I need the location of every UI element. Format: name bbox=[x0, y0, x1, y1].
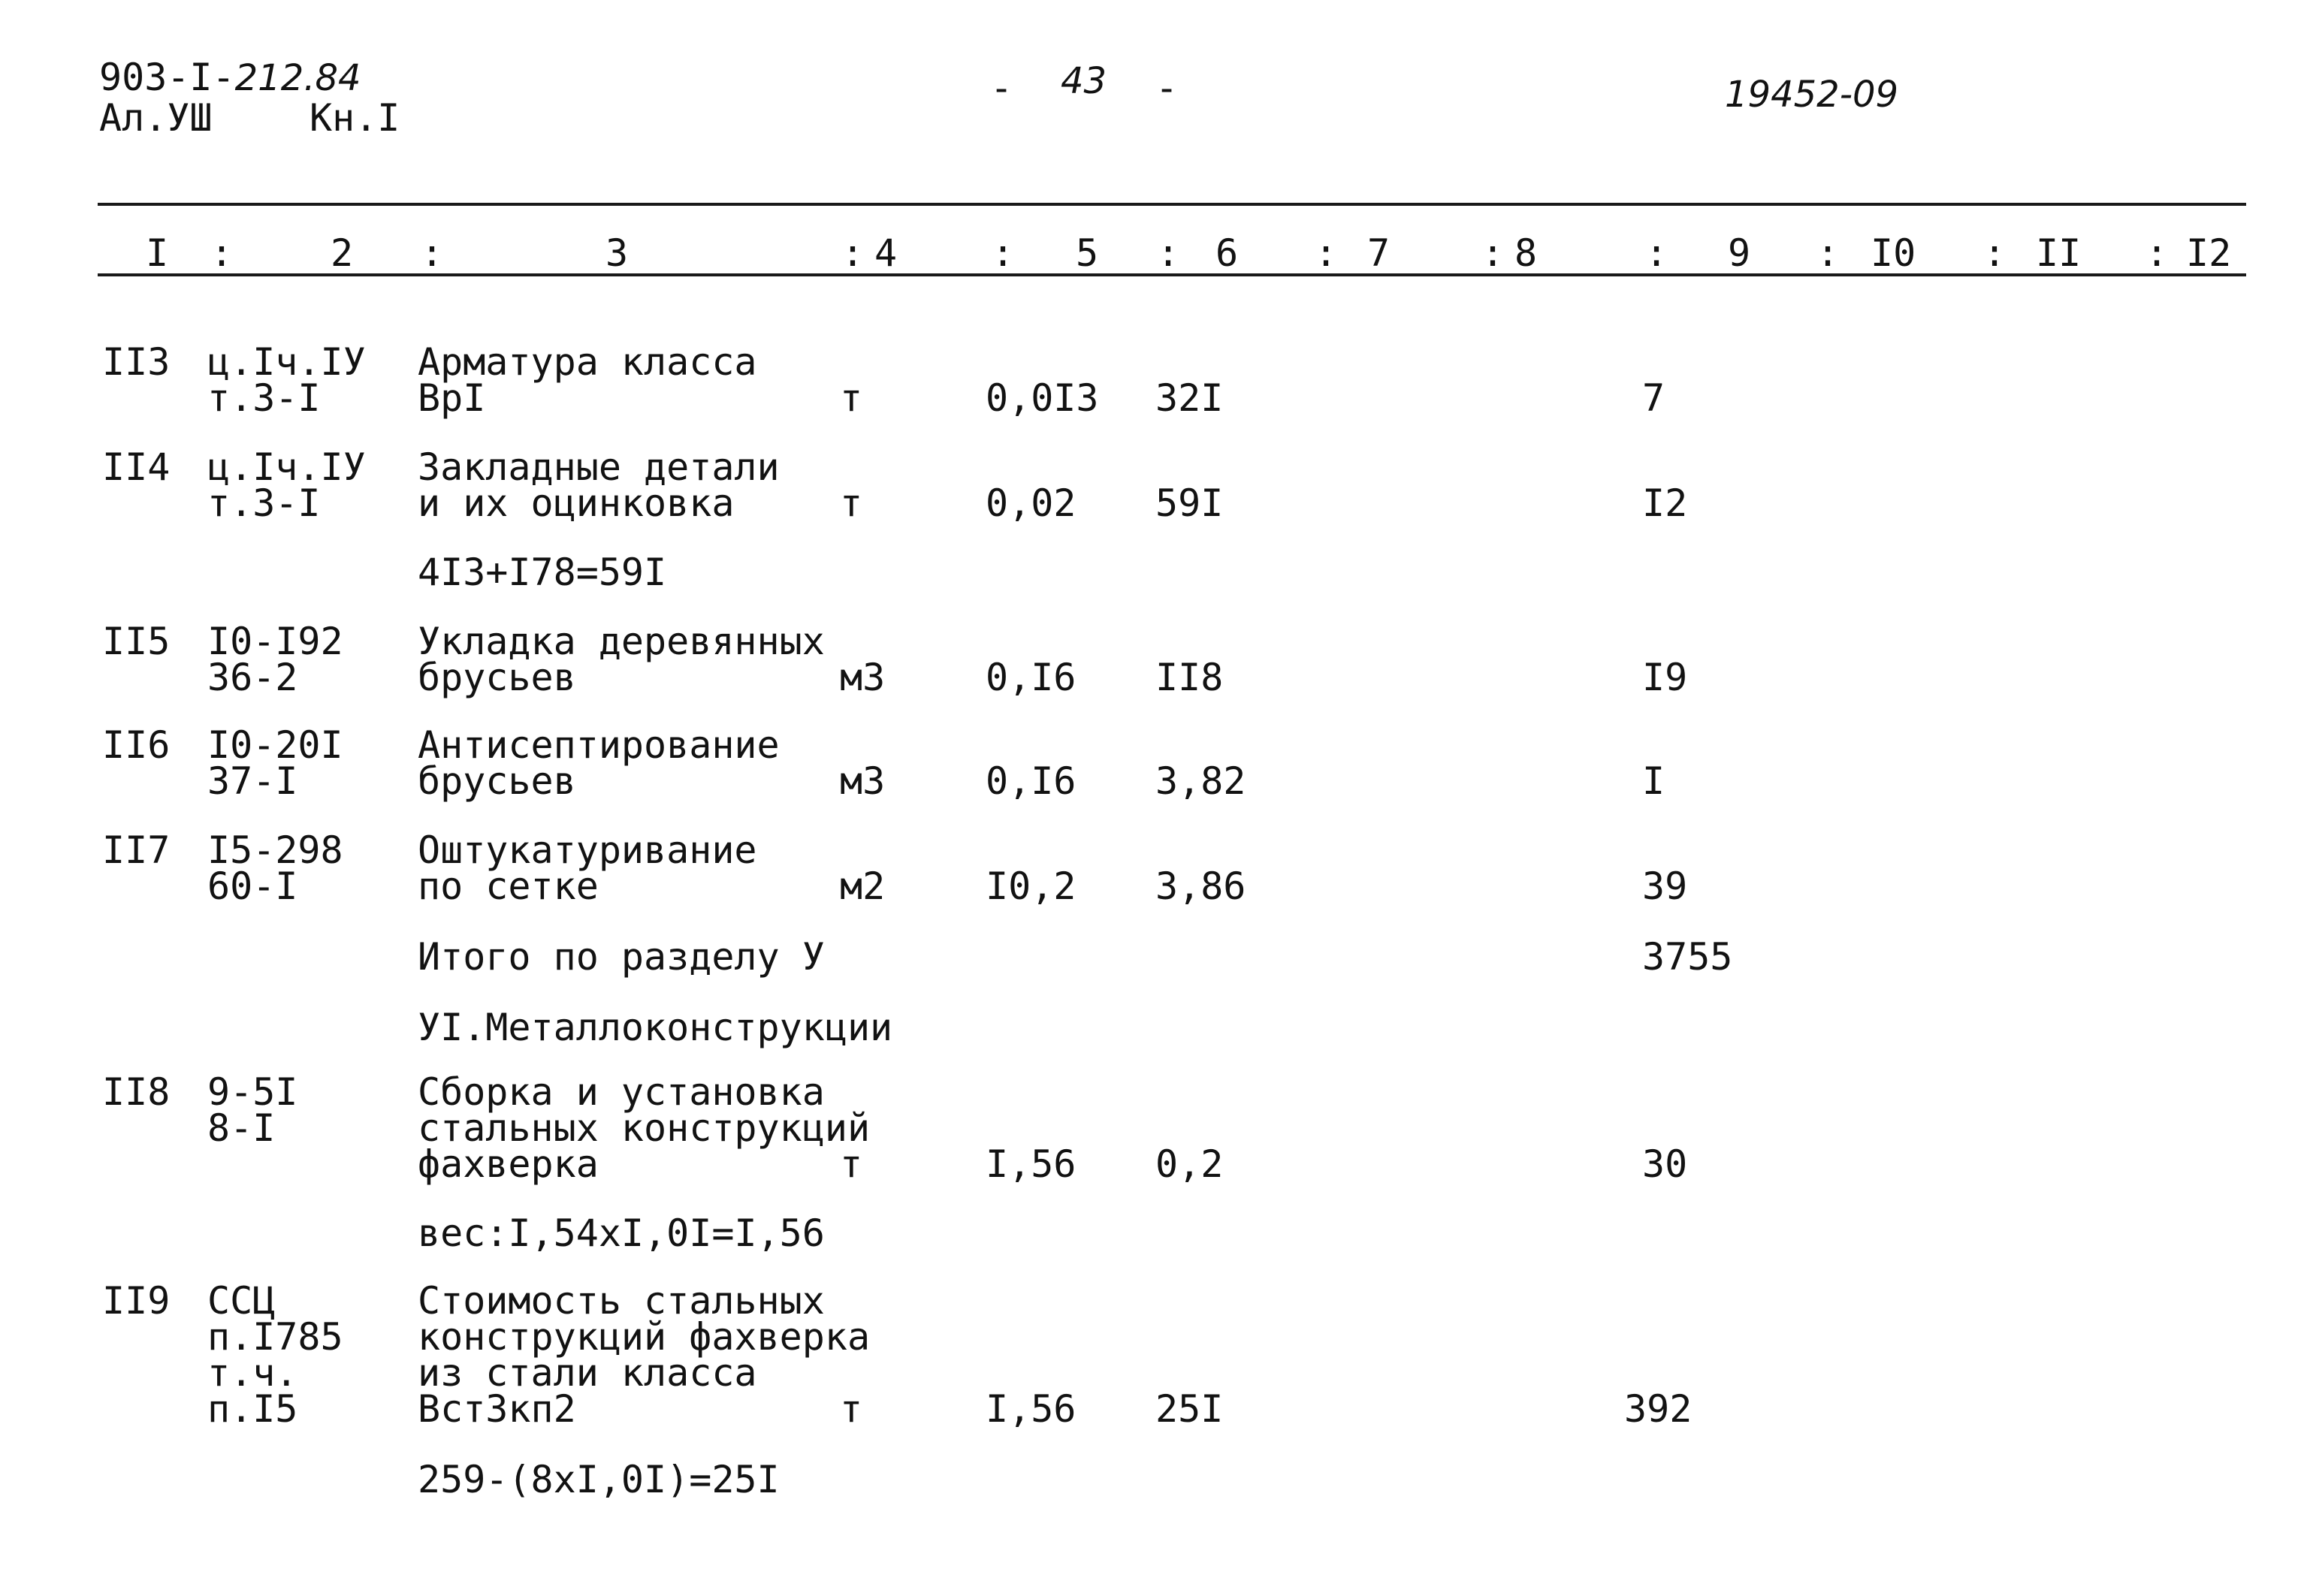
row-unit-price: 32I bbox=[1155, 376, 1224, 420]
row-reference: I5-298 60-I bbox=[207, 828, 343, 908]
row-description: Укладка деревянных брусьев bbox=[418, 620, 825, 699]
section-heading: УI.Металлоконструкции bbox=[418, 1006, 893, 1049]
row-quantity: 0,02 bbox=[986, 481, 1076, 525]
row-description: Закладные детали и их оцинковка bbox=[418, 445, 780, 525]
row-unit: м3 bbox=[840, 656, 886, 699]
row-unit: м3 bbox=[840, 759, 886, 803]
page-dash-right: - bbox=[1155, 66, 1179, 110]
row-description: Сборка и установка стальных конструкций фахверка bbox=[418, 1070, 871, 1186]
page-dash-left: - bbox=[990, 66, 1013, 110]
document-code-prefix: 903-I- bbox=[99, 56, 235, 99]
row-unit: т bbox=[840, 1387, 863, 1431]
col-separator: : bbox=[1157, 231, 1180, 275]
row-description: Антисептирование брусьев bbox=[418, 723, 780, 803]
col-separator: : bbox=[1983, 231, 2007, 275]
col-index-7: 7 bbox=[1367, 231, 1391, 275]
row-number: II8 bbox=[102, 1070, 171, 1114]
row-total: I2 bbox=[1642, 481, 1688, 525]
subtotal-label: Итого по разделу У bbox=[418, 935, 825, 979]
col-separator: : bbox=[2145, 231, 2169, 275]
col-index-6: 6 bbox=[1215, 231, 1239, 275]
row-quantity: I0,2 bbox=[986, 864, 1076, 908]
col-separator: : bbox=[1481, 231, 1505, 275]
col-index-4: 4 bbox=[874, 231, 898, 275]
document-code-handwritten: 212.84 bbox=[234, 57, 361, 99]
row-unit: т bbox=[840, 1142, 863, 1186]
row-number: II4 bbox=[102, 445, 171, 489]
calculation-note: 259-(8хI,0I)=25I bbox=[418, 1458, 780, 1501]
row-number: II6 bbox=[102, 723, 171, 767]
row-quantity: 0,I6 bbox=[986, 656, 1076, 699]
row-number: II5 bbox=[102, 620, 171, 663]
col-separator: : bbox=[992, 231, 1015, 275]
album-label: Ал.УШ bbox=[99, 96, 213, 140]
row-quantity: 0,0I3 bbox=[986, 376, 1099, 420]
col-separator: : bbox=[841, 231, 865, 275]
row-number: II9 bbox=[102, 1279, 171, 1323]
row-unit-price: II8 bbox=[1155, 656, 1224, 699]
row-total: 30 bbox=[1642, 1142, 1688, 1186]
row-description: Стоимость стальных конструкций фахверка из стали класса ВстЗкп2 bbox=[418, 1279, 871, 1431]
inventory-number: 19452-09 bbox=[1725, 74, 1899, 116]
row-reference: I0-20I 37-I bbox=[207, 723, 343, 803]
row-reference: ц.Iч.IУ т.3-I bbox=[207, 445, 366, 525]
col-index-3: 3 bbox=[605, 231, 629, 275]
col-separator: : bbox=[1315, 231, 1338, 275]
row-total: I bbox=[1642, 759, 1665, 803]
col-separator: : bbox=[1645, 231, 1668, 275]
col-separator: : bbox=[210, 231, 234, 275]
book-label: Кн.I bbox=[310, 96, 400, 140]
table-top-rule bbox=[98, 203, 2246, 206]
row-number: II7 bbox=[102, 828, 171, 872]
row-quantity: I,56 bbox=[986, 1387, 1076, 1431]
row-total: 7 bbox=[1642, 376, 1665, 420]
row-unit-price: 3,86 bbox=[1155, 864, 1246, 908]
page-number: 43 bbox=[1061, 60, 1107, 102]
row-description: Арматура класса BpI bbox=[418, 340, 757, 420]
row-total: I9 bbox=[1642, 656, 1688, 699]
subtotal-value: 3755 bbox=[1642, 935, 1733, 979]
row-unit-price: 0,2 bbox=[1155, 1142, 1224, 1186]
col-separator: : bbox=[1816, 231, 1840, 275]
col-index-12: I2 bbox=[2186, 231, 2232, 275]
calculation-note: вес:I,54хI,0I=I,56 bbox=[418, 1211, 825, 1255]
col-index-8: 8 bbox=[1514, 231, 1538, 275]
col-index-5: 5 bbox=[1076, 231, 1099, 275]
row-total: 39 bbox=[1642, 864, 1688, 908]
row-unit-price: 3,82 bbox=[1155, 759, 1246, 803]
calculation-note: 4I3+I78=59I bbox=[418, 551, 667, 594]
col-index-2: 2 bbox=[331, 231, 354, 275]
row-reference: 9-5I 8-I bbox=[207, 1070, 298, 1150]
row-quantity: I,56 bbox=[986, 1142, 1076, 1186]
row-quantity: 0,I6 bbox=[986, 759, 1076, 803]
col-index-1: I bbox=[146, 231, 169, 275]
col-separator: : bbox=[421, 231, 444, 275]
row-reference: I0-I92 36-2 bbox=[207, 620, 343, 699]
row-unit-price: 59I bbox=[1155, 481, 1224, 525]
row-unit: м2 bbox=[840, 864, 886, 908]
document-code bbox=[99, 56, 361, 99]
row-description: Оштукатуривание по сетке bbox=[418, 828, 757, 908]
col-index-11: II bbox=[2036, 231, 2082, 275]
row-reference: ССЦ п.I785 т.ч. п.I5 bbox=[207, 1279, 343, 1431]
row-unit: т bbox=[840, 481, 863, 525]
row-unit-price: 25I bbox=[1155, 1387, 1224, 1431]
row-total: 392 bbox=[1624, 1387, 1693, 1431]
row-reference: ц.Iч.IУ т.3-I bbox=[207, 340, 366, 420]
col-index-10: I0 bbox=[1871, 231, 1916, 275]
row-number: II3 bbox=[102, 340, 171, 384]
row-unit: т bbox=[840, 376, 863, 420]
col-index-9: 9 bbox=[1728, 231, 1751, 275]
